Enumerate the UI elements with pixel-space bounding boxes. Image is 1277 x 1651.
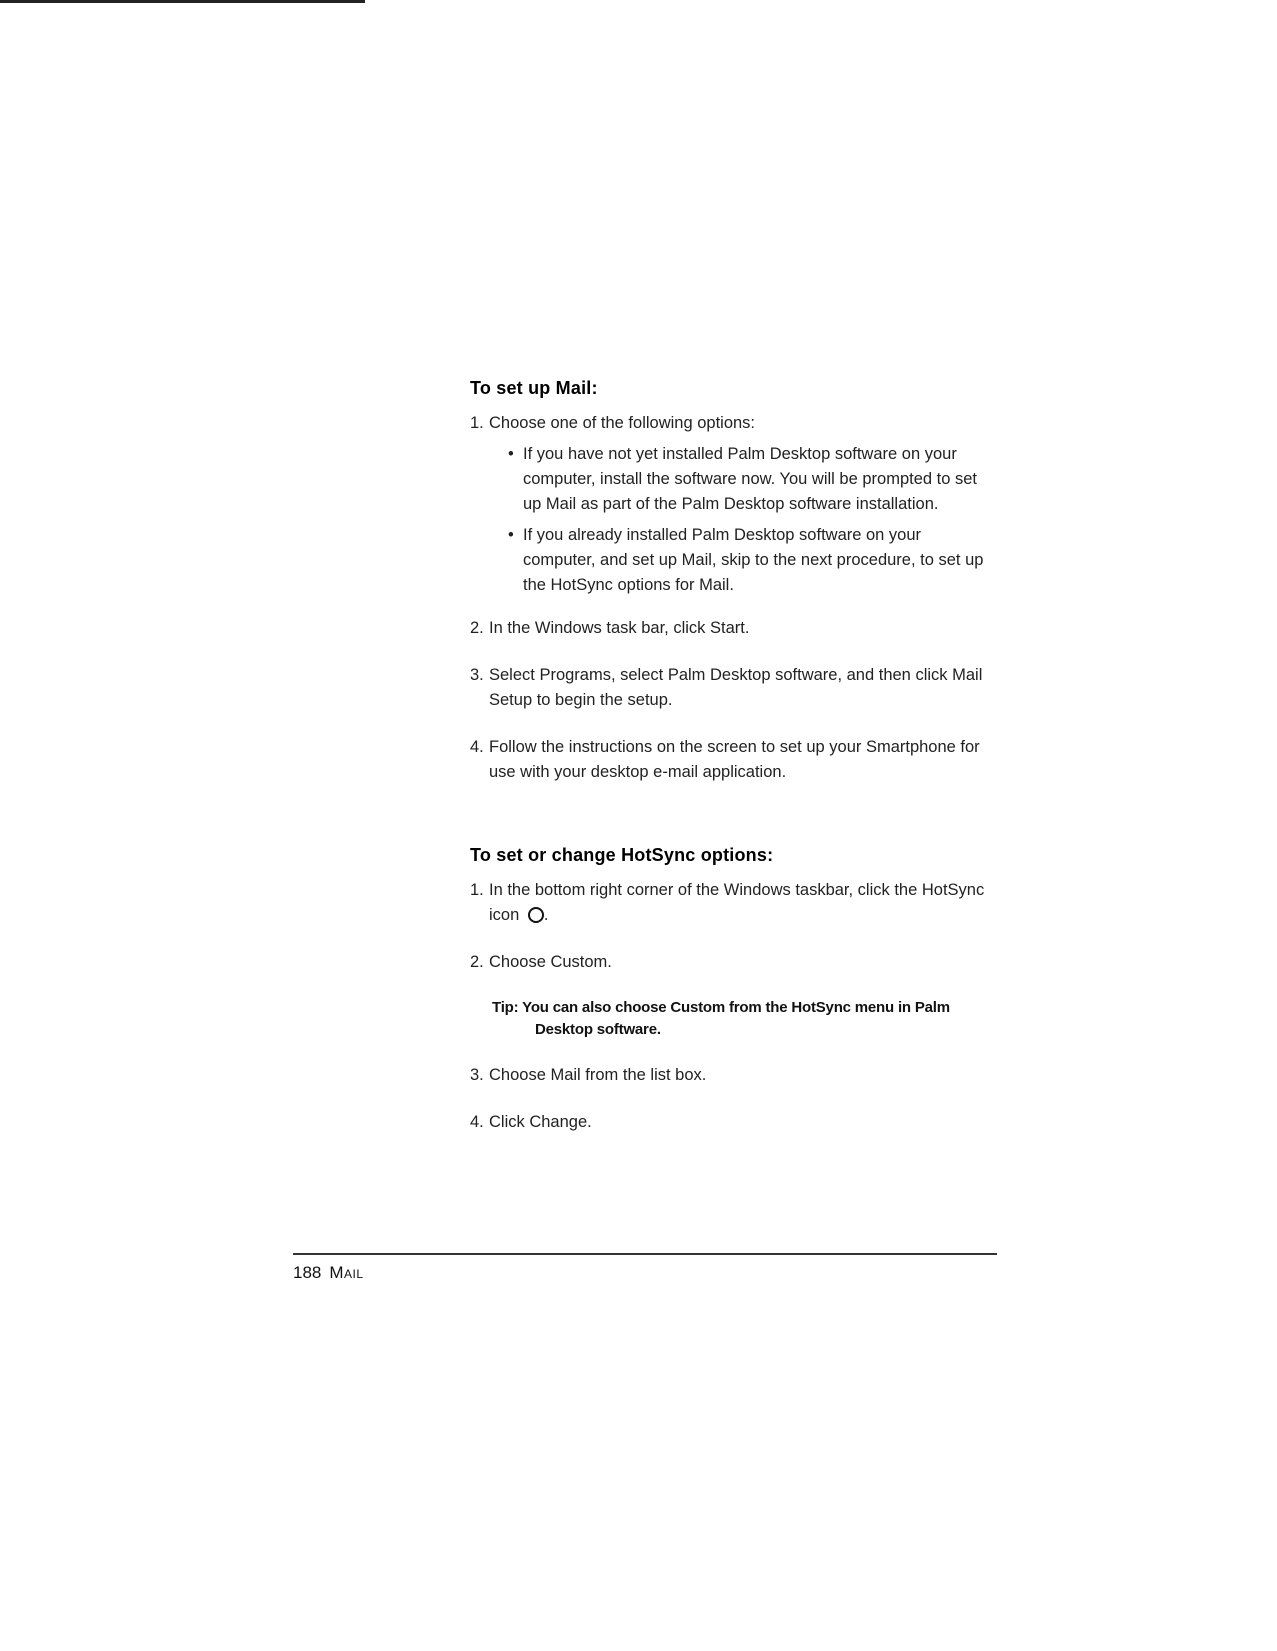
- hotsync-heading: To set or change HotSync options:: [470, 845, 774, 865]
- step-number: 2.: [470, 619, 484, 637]
- page-footer: [293, 1263, 364, 1283]
- option-text: If you already installed Palm Desktop software on your computer, and set up Mail, skip to the next procedure, to set up the HotSync options for Mail.: [523, 526, 984, 594]
- bullet-icon: •: [508, 445, 514, 463]
- hotsync-step-1: [470, 878, 990, 928]
- step-number: 1.: [470, 881, 484, 899]
- tip-text: You can also choose Custom from the HotSync menu in Palm Desktop software.: [522, 999, 950, 1038]
- step-text: Choose one of the following options:: [489, 414, 756, 432]
- step-text: In the bottom right corner of the Windows taskbar, click the HotSync icon: [489, 881, 985, 924]
- step-number: 3.: [470, 1066, 484, 1084]
- step-text: Click Change.: [489, 1113, 592, 1131]
- hotsync-steps-continued: [470, 1063, 990, 1135]
- option-item: [489, 442, 990, 517]
- step-text-end: .: [543, 906, 549, 924]
- step-number: 3.: [470, 666, 484, 684]
- setup-step-2: [470, 616, 990, 641]
- hotsync-icon: [528, 907, 544, 923]
- setup-step-3: [470, 663, 990, 713]
- options-list: [489, 442, 990, 598]
- step-text: In the Windows task bar, click Start.: [489, 619, 750, 637]
- step-number: 4.: [470, 1113, 484, 1131]
- setup-step-1: [470, 411, 990, 598]
- step-text: Follow the instructions on the screen to set up your Smartphone for use with your desktop e-mail application.: [489, 738, 980, 781]
- step-text: Choose Mail from the list box.: [489, 1066, 707, 1084]
- bullet-icon: •: [508, 526, 514, 544]
- step-number: 2.: [470, 953, 484, 971]
- option-item: [489, 523, 990, 598]
- setup-step-4: [470, 735, 990, 785]
- page-number: 188: [293, 1263, 322, 1282]
- step-text: Select Programs, select Palm Desktop software, and then click Mail Setup to begin the setup.: [489, 666, 983, 709]
- hotsync-step-2: [470, 950, 990, 975]
- step-number: 4.: [470, 738, 484, 756]
- top-rule: [0, 0, 365, 3]
- hotsync-step-3: [470, 1063, 990, 1088]
- section-name: Mail: [329, 1263, 364, 1282]
- hotsync-steps: [470, 878, 990, 975]
- step-text: Choose Custom.: [489, 953, 612, 971]
- tip-label: Tip:: [492, 999, 519, 1016]
- page-content: [470, 378, 990, 1135]
- hotsync-step-4: [470, 1110, 990, 1135]
- option-text: If you have not yet installed Palm Desktop software on your computer, install the software now. You will be prompted to set up Mail as part of the Palm Desktop software installation.: [523, 445, 978, 513]
- hotsync-section: [470, 845, 990, 1135]
- tip-note: [492, 997, 990, 1041]
- step-number: 1.: [470, 414, 484, 432]
- footer-rule: [293, 1253, 997, 1255]
- setup-mail-heading: To set up Mail:: [470, 378, 598, 398]
- setup-mail-steps: [470, 411, 990, 785]
